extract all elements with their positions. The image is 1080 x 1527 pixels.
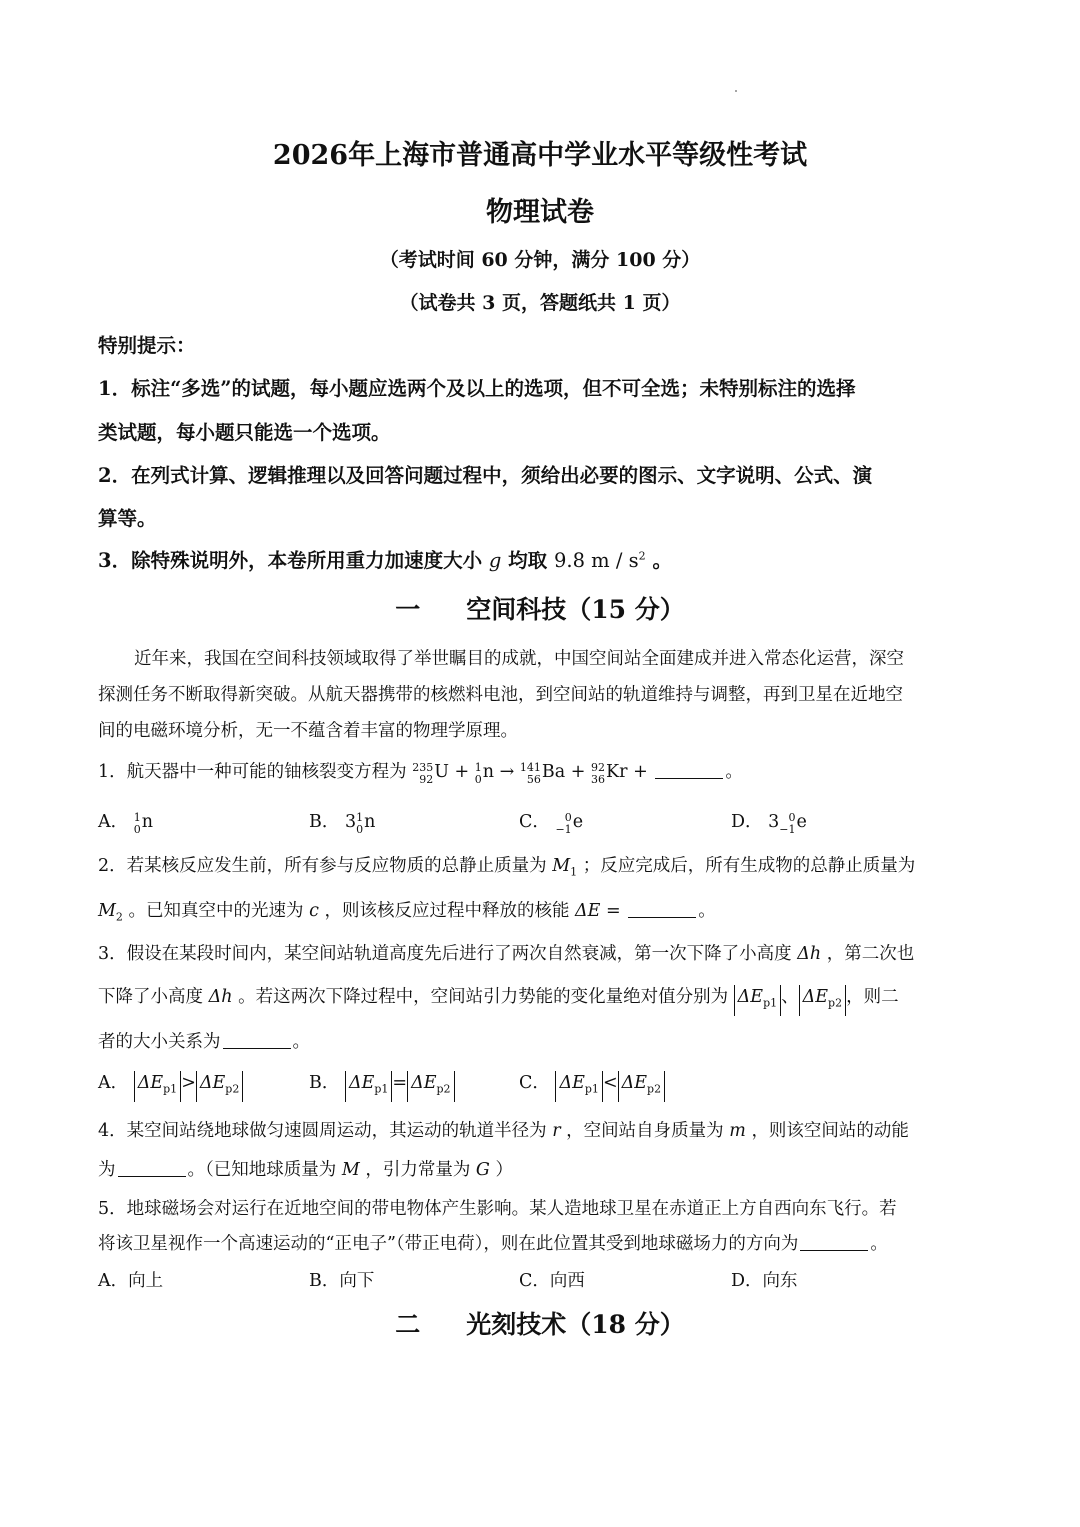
q5-answer-blank[interactable]: [800, 1234, 868, 1251]
note-1-line-1: 1．标注“多选”的试题，每小题应选两个及以上的选项，但不可全选；未特别标注的选择: [98, 377, 856, 400]
q3-line-3: 者的大小关系为: [98, 1032, 221, 1052]
q4-answer-blank[interactable]: [118, 1160, 186, 1177]
q3-option-c-right: $\Delta E_{p2}$: [618, 1071, 665, 1102]
q3-option-c[interactable]: [519, 1069, 665, 1102]
q3-abs-ep1: $\Delta E_{p1}$: [734, 985, 781, 1016]
q1-option-c-isotope: 0 −1: [555, 811, 572, 836]
notes-heading: 特别提示：: [98, 334, 196, 357]
q5-option-c-text: 向西: [549, 1271, 585, 1291]
q3-line-2-post: ，则二: [846, 987, 899, 1007]
q2-delta-e: ΔE =: [575, 901, 621, 921]
q1-stem: 1．航天器中一种可能的铀核裂变方程为: [98, 762, 407, 782]
q3-line-2-pre: 下降了小高度: [98, 987, 203, 1007]
note-3: [98, 545, 982, 573]
q1-u-isotope: 235 92: [412, 761, 434, 786]
q1-plus-3: +: [633, 762, 648, 782]
q5-option-c[interactable]: [519, 1267, 585, 1292]
q2-m2: M: [98, 901, 116, 921]
q3-abs-ep2: $\Delta E_{p2}$: [799, 985, 846, 1016]
q2-end: 。: [698, 901, 716, 921]
q3-option-b-label: B．: [309, 1073, 340, 1093]
q1-n-isotope: 1 0: [474, 761, 482, 786]
note-3-exp: 2: [638, 549, 646, 563]
q1-arrow: →: [499, 762, 515, 782]
q1-option-d-coef: 3: [768, 812, 780, 832]
q3-line-1-pre: 3．假设在某段时间内，某空间站轨道高度先后进行了两次自然衰减，第一次下降了小高度: [98, 944, 792, 964]
q1-plus-1: +: [454, 762, 470, 782]
q3-dh-2: Δh: [208, 987, 233, 1007]
question-3-line-1: [98, 940, 982, 965]
q5-option-d-text: 向东: [762, 1271, 798, 1291]
q1-u: U: [434, 762, 449, 782]
section-1-title: 空间科技（15 分）: [466, 595, 685, 624]
question-5-line-2: [98, 1230, 982, 1255]
q5-line-2-pre: 将该卫星视作一个高速运动的“正电子”（带正电荷），则在此位置其受到地球磁场力的方向为: [98, 1234, 799, 1254]
q3-option-c-op: <: [602, 1073, 618, 1093]
question-4-line-1: [98, 1117, 982, 1142]
q5-option-b-label: B．: [309, 1271, 340, 1291]
note-2-line-1: 2．在列式计算、逻辑推理以及回答问题过程中，须给出必要的图示、文字说明、公式、演: [98, 464, 873, 487]
q3-option-a-right: $\Delta E_{p2}$: [196, 1071, 243, 1102]
q3-end: 。: [292, 1032, 310, 1052]
q2-line-1-pre: 2．若某核反应发生前，所有参与反应物质的总静止质量为: [98, 856, 547, 876]
q1-option-d-symbol: e: [796, 812, 807, 832]
q1-plus-2: +: [570, 762, 586, 782]
q3-option-a-op: >: [181, 1073, 196, 1093]
section-1-number: 一: [395, 595, 421, 624]
q3-line-1-post: ，第二次也: [826, 944, 915, 964]
question-3-line-3: [98, 1028, 982, 1053]
section-2-number: 二: [395, 1310, 421, 1339]
q2-m1-sub: 1: [570, 865, 578, 879]
q3-option-b-left: $\Delta E_{p1}$: [345, 1071, 392, 1102]
section-2-title: 光刻技术（18 分）: [466, 1310, 685, 1339]
q1-ba: Ba: [541, 762, 566, 782]
scan-speck: [735, 90, 737, 92]
q5-option-d-label: D．: [731, 1271, 763, 1291]
q5-option-b-text: 向下: [339, 1271, 375, 1291]
q1-option-d[interactable]: [731, 808, 807, 836]
q4-line-2-end: ）: [495, 1160, 513, 1180]
q5-option-d[interactable]: [731, 1267, 798, 1292]
q2-c: c: [309, 901, 319, 921]
section-1-intro-line-2: 探测任务不断取得新突破。从航天器携带的核燃料电池，到空间站的轨道维持与调整，再到卫星在近地空: [98, 685, 903, 705]
q5-option-c-label: C．: [519, 1271, 550, 1291]
exam-time-note: （考试时间 60 分钟，满分 100 分）: [379, 249, 701, 271]
question-2-line-1: [98, 852, 982, 879]
q3-option-b-right: $\Delta E_{p2}$: [407, 1071, 454, 1102]
note-3-value: 9.8 m / s: [553, 549, 639, 572]
note-1-line-2: 类试题，每小题只能选一个选项。: [98, 421, 391, 444]
question-4-line-2: [98, 1156, 982, 1181]
q5-option-b[interactable]: [309, 1267, 374, 1292]
q3-option-a[interactable]: [98, 1069, 243, 1102]
section-1-heading: [0, 590, 1080, 626]
q1-answer-blank[interactable]: [655, 762, 723, 779]
q4-line-1-post: ，则该空间站的动能: [751, 1121, 909, 1141]
question-2-line-2: [98, 897, 982, 924]
q2-answer-blank[interactable]: [628, 901, 696, 918]
q5-option-a-label: A．: [98, 1271, 129, 1291]
q4-earth-mass: M: [341, 1160, 360, 1180]
question-1: [98, 758, 982, 786]
q3-option-a-left: $\Delta E_{p1}$: [134, 1071, 181, 1102]
q4-r: r: [552, 1121, 561, 1141]
q4-line-2-mid: 。（已知地球质量为: [187, 1160, 337, 1180]
q4-m: m: [729, 1121, 746, 1141]
subject-title: 物理试卷: [486, 197, 594, 228]
q3-option-a-label: A．: [98, 1073, 129, 1093]
q1-option-a-label: A．: [98, 812, 129, 832]
q1-kr: Kr: [606, 762, 628, 782]
exam-title: 2026年上海市普通高中学业水平等级性考试: [272, 140, 808, 171]
q1-option-a-isotope: 1 0: [133, 811, 141, 836]
q1-end: 。: [725, 762, 743, 782]
q1-option-a-symbol: n: [141, 812, 153, 832]
q3-sep: 、: [781, 987, 799, 1007]
note-3-g: g: [488, 549, 502, 572]
section-2-heading: [0, 1305, 1080, 1341]
q1-kr-isotope: 92 36: [591, 761, 606, 786]
question-3-line-2: [98, 983, 982, 1016]
note-3-pre: 3．除特殊说明外，本卷所用重力加速度大小: [98, 549, 483, 572]
q2-m2-sub: 2: [115, 910, 123, 924]
q3-option-b[interactable]: [309, 1069, 455, 1102]
q1-option-b-coef: 3: [344, 812, 357, 832]
q4-g-constant: G: [475, 1160, 490, 1180]
q1-option-c[interactable]: [519, 808, 583, 836]
note-3-mid: 均取: [508, 549, 548, 572]
note-2-line-2: 算等。: [98, 507, 157, 530]
section-1-intro-line-3: 间的电磁环境分析，无一不蕴含着丰富的物理学原理。: [98, 721, 518, 741]
q2-line-2-b: ，则该核反应过程中释放的核能: [324, 901, 570, 921]
q3-line-2-mid: 。若这两次下降过程中，空间站引力势能的变化量绝对值分别为: [238, 987, 729, 1007]
q1-option-d-isotope: 0 −1: [779, 811, 796, 836]
q1-option-b[interactable]: [309, 808, 375, 836]
q1-option-b-symbol: n: [364, 812, 376, 832]
q4-line-2-mid2: ，引力常量为: [365, 1160, 471, 1180]
q4-line-1-mid: ，空间站自身质量为: [566, 1121, 724, 1141]
q1-option-b-isotope: 1 0: [356, 811, 364, 836]
q1-option-d-label: D．: [731, 812, 763, 832]
q1-n: n: [482, 762, 495, 782]
q1-option-b-label: B．: [309, 812, 340, 832]
q3-option-c-left: $\Delta E_{p1}$: [555, 1071, 602, 1102]
section-1-intro-line-1: 近年来，我国在空间科技领域取得了举世瞩目的成就，中国空间站全面建成并进入常态化运营，深空: [134, 649, 904, 669]
q5-option-a[interactable]: [98, 1267, 163, 1292]
q1-ba-isotope: 141 56: [519, 761, 541, 786]
q5-option-a-text: 向上: [128, 1271, 164, 1291]
q1-option-c-symbol: e: [572, 812, 584, 832]
q2-m1: M: [552, 856, 571, 876]
q3-option-c-label: C．: [519, 1073, 550, 1093]
q5-end: 。: [870, 1234, 888, 1254]
q3-option-b-op: =: [392, 1073, 408, 1093]
q2-line-2-a: 。已知真空中的光速为: [128, 901, 304, 921]
q3-dh-1: Δh: [797, 944, 822, 964]
q2-line-1-post: ；反应完成后，所有生成物的总静止质量为: [582, 856, 916, 876]
page-count-note: （试卷共 3 页，答题纸共 1 页）: [399, 292, 681, 314]
q1-option-a[interactable]: [98, 808, 153, 836]
note-3-end: 。: [652, 549, 672, 572]
question-5-line-1: 5．地球磁场会对运行在近地空间的带电物体产生影响。某人造地球卫星在赤道正上方自西向东飞行。若: [98, 1199, 897, 1219]
q4-line-1-pre: 4．某空间站绕地球做匀速圆周运动，其运动的轨道半径为: [98, 1121, 547, 1141]
q1-option-c-label: C．: [519, 812, 550, 832]
q4-line-2-pre: 为: [98, 1160, 116, 1180]
q3-answer-blank[interactable]: [223, 1032, 291, 1049]
